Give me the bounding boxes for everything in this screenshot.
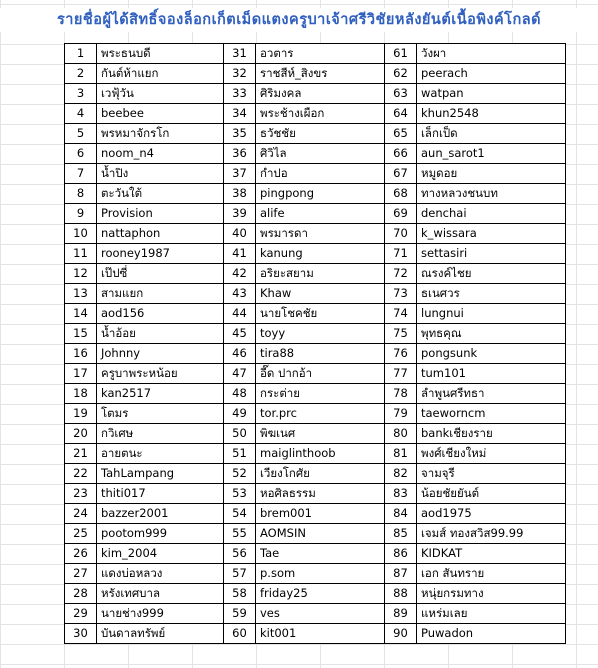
member-name-cell[interactable]: friday25 [256, 584, 385, 604]
member-name-cell[interactable]: แดงบ่อหลวง [97, 564, 224, 584]
member-name-cell[interactable]: ศิริมงคล [256, 84, 385, 104]
table-row [65, 84, 566, 104]
row-number-cell[interactable]: 58 [224, 584, 256, 604]
row-number-cell[interactable]: 31 [224, 44, 256, 64]
row-number-cell[interactable]: 74 [385, 304, 417, 324]
row-number-cell[interactable]: 1 [65, 44, 97, 64]
row-number-cell[interactable]: 90 [385, 624, 417, 644]
row-number-cell[interactable]: 46 [224, 344, 256, 364]
member-name-cell[interactable]: taeworncm [417, 404, 566, 424]
table-row [65, 44, 566, 64]
row-number-cell[interactable]: 48 [224, 384, 256, 404]
member-name-cell[interactable]: khun2548 [417, 104, 566, 124]
row-number-cell[interactable]: 56 [224, 544, 256, 564]
row-number-cell[interactable]: 16 [65, 344, 97, 364]
row-number-cell[interactable]: 14 [65, 304, 97, 324]
table-row [65, 304, 566, 324]
table-row [65, 224, 566, 244]
member-name-cell[interactable]: KIDKAT [417, 544, 566, 564]
row-number-cell[interactable]: 38 [224, 184, 256, 204]
member-name-cell[interactable]: ราชสีห์_สิงขร [256, 64, 385, 84]
row-number-cell[interactable]: 72 [385, 264, 417, 284]
member-name-cell[interactable]: ศิวิไล [256, 144, 385, 164]
row-number-cell[interactable]: 80 [385, 424, 417, 444]
member-name-cell[interactable]: หอศิลธรรม [256, 484, 385, 504]
row-number-cell[interactable]: 5 [65, 124, 97, 144]
table-row [65, 584, 566, 604]
member-name-cell[interactable]: kanung [256, 244, 385, 264]
member-name-cell[interactable]: เวียงโกศัย [256, 464, 385, 484]
member-name-cell[interactable]: k_wissara [417, 224, 566, 244]
row-number-cell[interactable]: 64 [385, 104, 417, 124]
row-number-cell[interactable]: 7 [65, 164, 97, 184]
member-name-cell[interactable]: alife [256, 204, 385, 224]
row-number-cell[interactable]: 27 [65, 564, 97, 584]
member-name-cell[interactable]: กำปอ [256, 164, 385, 184]
member-name-cell[interactable]: bazzer2001 [97, 504, 224, 524]
row-number-cell[interactable]: 70 [385, 224, 417, 244]
table-row [65, 64, 566, 84]
member-name-cell[interactable]: TahLampang [97, 464, 224, 484]
row-number-cell[interactable]: 18 [65, 384, 97, 404]
member-name-cell[interactable]: กวิเศษ [97, 424, 224, 444]
member-name-cell[interactable]: pongsunk [417, 344, 566, 364]
row-number-cell[interactable]: 26 [65, 544, 97, 564]
member-name-cell[interactable]: สามแยก [97, 284, 224, 304]
row-number-cell[interactable]: 71 [385, 244, 417, 264]
table-row [65, 324, 566, 344]
member-name-cell[interactable]: กันต์ห้าแยก [97, 64, 224, 84]
member-name-cell[interactable]: aod1975 [417, 504, 566, 524]
table-row [65, 144, 566, 164]
member-name-cell[interactable]: Khaw [256, 284, 385, 304]
row-number-cell[interactable]: 19 [65, 404, 97, 424]
row-number-cell[interactable]: 76 [385, 344, 417, 364]
row-number-cell[interactable]: 77 [385, 364, 417, 384]
member-name-cell[interactable]: noom_n4 [97, 144, 224, 164]
member-name-cell[interactable]: ลำพูนศรีทธา [417, 384, 566, 404]
row-number-cell[interactable]: 24 [65, 504, 97, 524]
table-row [65, 124, 566, 144]
row-number-cell[interactable]: 37 [224, 164, 256, 184]
row-number-cell[interactable]: 8 [65, 184, 97, 204]
member-name-cell[interactable]: เจมส์ ทองสวิส99.99 [417, 524, 566, 544]
member-name-cell[interactable]: แหร่มเลย [417, 604, 566, 624]
row-number-cell[interactable]: 30 [65, 624, 97, 644]
row-number-cell[interactable]: 42 [224, 264, 256, 284]
row-number-cell[interactable]: 3 [65, 84, 97, 104]
row-number-cell[interactable]: 82 [385, 464, 417, 484]
member-name-cell[interactable]: พรมารดา [256, 224, 385, 244]
member-name-cell[interactable]: tira88 [256, 344, 385, 364]
row-number-cell[interactable]: 66 [385, 144, 417, 164]
member-name-cell[interactable]: อวตาร [256, 44, 385, 64]
table-row [65, 604, 566, 624]
row-number-cell[interactable]: 11 [65, 244, 97, 264]
row-number-cell[interactable]: 89 [385, 604, 417, 624]
row-number-cell[interactable]: 85 [385, 524, 417, 544]
member-name-cell[interactable]: จามจุรี [417, 464, 566, 484]
table-row [65, 464, 566, 484]
table-row [65, 424, 566, 444]
member-name-cell[interactable]: วังผา [417, 44, 566, 64]
row-number-cell[interactable]: 88 [385, 584, 417, 604]
member-name-cell[interactable]: กระต่าย [256, 384, 385, 404]
row-number-cell[interactable]: 54 [224, 504, 256, 524]
row-number-cell[interactable]: 83 [385, 484, 417, 504]
row-number-cell[interactable]: 75 [385, 324, 417, 344]
member-name-cell[interactable]: peerach [417, 64, 566, 84]
member-name-cell[interactable]: น้อยชัยยันต์ [417, 484, 566, 504]
row-number-cell[interactable]: 12 [65, 264, 97, 284]
row-number-cell[interactable]: 6 [65, 144, 97, 164]
row-number-cell[interactable]: 73 [385, 284, 417, 304]
member-name-cell[interactable]: เล็กเป็ด [417, 124, 566, 144]
row-number-cell[interactable]: 10 [65, 224, 97, 244]
member-name-cell[interactable]: kan2517 [97, 384, 224, 404]
member-name-cell[interactable]: kim_2004 [97, 544, 224, 564]
reservation-table [64, 43, 566, 644]
row-number-cell[interactable]: 23 [65, 484, 97, 504]
row-number-cell[interactable]: 49 [224, 404, 256, 424]
row-number-cell[interactable]: 15 [65, 324, 97, 344]
row-number-cell[interactable]: 69 [385, 204, 417, 224]
member-name-cell[interactable]: rooney1987 [97, 244, 224, 264]
member-name-cell[interactable]: beebee [97, 104, 224, 124]
row-number-cell[interactable]: 39 [224, 204, 256, 224]
row-number-cell[interactable]: 51 [224, 444, 256, 464]
row-number-cell[interactable]: 68 [385, 184, 417, 204]
member-name-cell[interactable]: พิฆเนศ [256, 424, 385, 444]
member-name-cell[interactable]: พระช้างเผือก [256, 104, 385, 124]
row-number-cell[interactable]: 61 [385, 44, 417, 64]
member-name-cell[interactable]: brem001 [256, 504, 385, 524]
row-number-cell[interactable]: 21 [65, 444, 97, 464]
member-name-cell[interactable]: pootom999 [97, 524, 224, 544]
table-row [65, 484, 566, 504]
row-number-cell[interactable]: 40 [224, 224, 256, 244]
member-name-cell[interactable]: ทางหลวงชนบท [417, 184, 566, 204]
member-name-cell[interactable]: เอก สันทราย [417, 564, 566, 584]
member-name-cell[interactable]: lungnui [417, 304, 566, 324]
member-name-cell[interactable]: Tae [256, 544, 385, 564]
member-name-cell[interactable]: อริยะสยาม [256, 264, 385, 284]
row-number-cell[interactable]: 59 [224, 604, 256, 624]
table-row [65, 284, 566, 304]
member-name-cell[interactable]: maiglinthoob [256, 444, 385, 464]
member-name-cell[interactable]: ธวัชชัย [256, 124, 385, 144]
row-number-cell[interactable]: 29 [65, 604, 97, 624]
row-number-cell[interactable]: 57 [224, 564, 256, 584]
row-number-cell[interactable]: 50 [224, 424, 256, 444]
table-row [65, 364, 566, 384]
row-number-cell[interactable]: 55 [224, 524, 256, 544]
row-number-cell[interactable]: 17 [65, 364, 97, 384]
page-title: รายชื่อผู้ได้สิทธิ์จองล็อกเก็ตเม็ดแตงครูบาเจ้าศรีวิชัยหลังยันต์เนื้อพิงค์โกลด์ [0, 8, 598, 32]
member-name-cell[interactable]: น้ำอ้อย [97, 324, 224, 344]
member-name-cell[interactable]: Puwadon [417, 624, 566, 644]
member-name-cell[interactable]: denchai [417, 204, 566, 224]
member-name-cell[interactable]: settasiri [417, 244, 566, 264]
reservation-table-body [65, 44, 566, 644]
member-name-cell[interactable]: หนุ่ยกรมทาง [417, 584, 566, 604]
row-number-cell[interactable]: 44 [224, 304, 256, 324]
row-number-cell[interactable]: 79 [385, 404, 417, 424]
member-name-cell[interactable]: thiti017 [97, 484, 224, 504]
row-number-cell[interactable]: 47 [224, 364, 256, 384]
row-number-cell[interactable]: 63 [385, 84, 417, 104]
member-name-cell[interactable]: tor.prc [256, 404, 385, 424]
row-number-cell[interactable]: 4 [65, 104, 97, 124]
member-name-cell[interactable]: kit001 [256, 624, 385, 644]
member-name-cell[interactable]: หมูดอย [417, 164, 566, 184]
member-name-cell[interactable]: ves [256, 604, 385, 624]
table-row [65, 504, 566, 524]
row-number-cell[interactable]: 36 [224, 144, 256, 164]
table-row [65, 264, 566, 284]
member-name-cell[interactable]: เป๊ปซี่ [97, 264, 224, 284]
row-number-cell[interactable]: 25 [65, 524, 97, 544]
member-name-cell[interactable]: อายตนะ [97, 444, 224, 464]
row-number-cell[interactable]: 2 [65, 64, 97, 84]
member-name-cell[interactable]: น้ำปิง [97, 164, 224, 184]
row-number-cell[interactable]: 28 [65, 584, 97, 604]
row-number-cell[interactable]: 52 [224, 464, 256, 484]
member-name-cell[interactable]: ครูบาพระหน้อย [97, 364, 224, 384]
table-row [65, 624, 566, 644]
member-name-cell[interactable]: aun_sarot1 [417, 144, 566, 164]
member-name-cell[interactable]: aod156 [97, 304, 224, 324]
member-name-cell[interactable]: อี๊ด ปากอ้า [256, 364, 385, 384]
row-number-cell[interactable]: 81 [385, 444, 417, 464]
row-number-cell[interactable]: 13 [65, 284, 97, 304]
row-number-cell[interactable]: 41 [224, 244, 256, 264]
row-number-cell[interactable]: 22 [65, 464, 97, 484]
row-number-cell[interactable]: 67 [385, 164, 417, 184]
row-number-cell[interactable]: 65 [385, 124, 417, 144]
member-name-cell[interactable]: ณรงค์ไชย [417, 264, 566, 284]
member-name-cell[interactable]: watpan [417, 84, 566, 104]
row-number-cell[interactable]: 84 [385, 504, 417, 524]
row-number-cell[interactable]: 35 [224, 124, 256, 144]
row-number-cell[interactable]: 43 [224, 284, 256, 304]
member-name-cell[interactable]: nattaphon [97, 224, 224, 244]
table-row [65, 104, 566, 124]
member-name-cell[interactable]: Provision [97, 204, 224, 224]
member-name-cell[interactable]: หรังเทศบาล [97, 584, 224, 604]
row-number-cell[interactable]: 62 [385, 64, 417, 84]
row-number-cell[interactable]: 87 [385, 564, 417, 584]
row-number-cell[interactable]: 33 [224, 84, 256, 104]
row-number-cell[interactable]: 86 [385, 544, 417, 564]
table-row [65, 344, 566, 364]
row-number-cell[interactable]: 9 [65, 204, 97, 224]
member-name-cell[interactable]: p.som [256, 564, 385, 584]
table-row [65, 404, 566, 424]
member-name-cell[interactable]: บันดาลทรัพย์ [97, 624, 224, 644]
member-name-cell[interactable]: AOMSIN [256, 524, 385, 544]
member-name-cell[interactable]: pingpong [256, 184, 385, 204]
member-name-cell[interactable]: Johnny [97, 344, 224, 364]
row-number-cell[interactable]: 78 [385, 384, 417, 404]
member-name-cell[interactable]: เวฟุ้วัน [97, 84, 224, 104]
row-number-cell[interactable]: 32 [224, 64, 256, 84]
row-number-cell[interactable]: 34 [224, 104, 256, 124]
table-row [65, 164, 566, 184]
row-number-cell[interactable]: 20 [65, 424, 97, 444]
table-row [65, 384, 566, 404]
table-row [65, 244, 566, 264]
table-row [65, 184, 566, 204]
member-name-cell[interactable]: ธเนศวร [417, 284, 566, 304]
member-name-cell[interactable]: โตมร [97, 404, 224, 424]
table-row [65, 544, 566, 564]
member-name-cell[interactable]: bankเชียงราย [417, 424, 566, 444]
member-name-cell[interactable]: tum101 [417, 364, 566, 384]
member-name-cell[interactable]: พรหมาจักรโก [97, 124, 224, 144]
member-name-cell[interactable]: ตะวันใต้ [97, 184, 224, 204]
table-row [65, 444, 566, 464]
member-name-cell[interactable]: พระธนบดี [97, 44, 224, 64]
member-name-cell[interactable]: toyy [256, 324, 385, 344]
row-number-cell[interactable]: 60 [224, 624, 256, 644]
row-number-cell[interactable]: 45 [224, 324, 256, 344]
table-row [65, 524, 566, 544]
member-name-cell[interactable]: นายโชคชัย [256, 304, 385, 324]
member-name-cell[interactable]: พงศ์เชียงใหม่ [417, 444, 566, 464]
row-number-cell[interactable]: 53 [224, 484, 256, 504]
table-row [65, 564, 566, 584]
table-row [65, 204, 566, 224]
member-name-cell[interactable]: นายช่าง999 [97, 604, 224, 624]
member-name-cell[interactable]: พุทธคุณ [417, 324, 566, 344]
